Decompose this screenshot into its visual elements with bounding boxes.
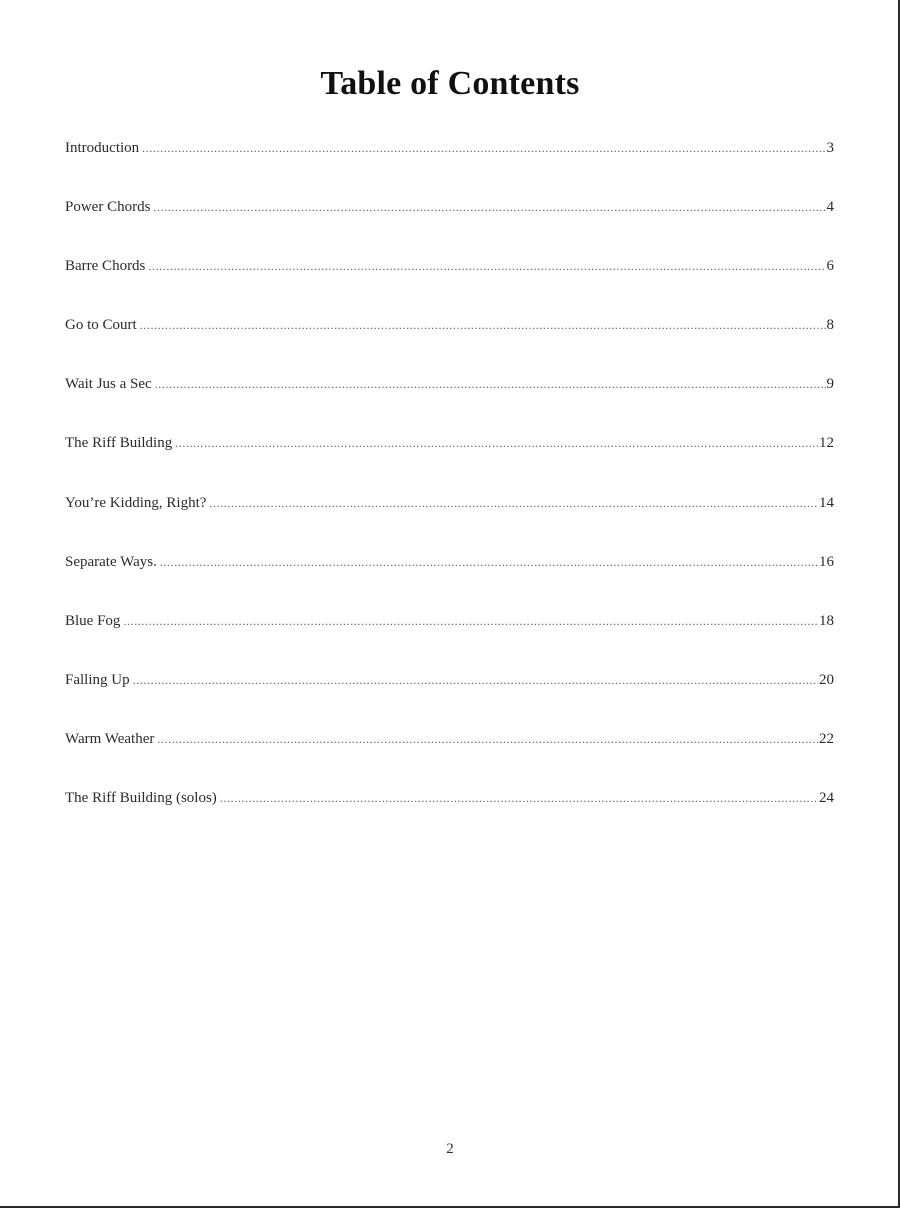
toc-entry[interactable]	[65, 435, 834, 494]
dot-leader	[157, 732, 818, 747]
toc-entry-title: Barre Chords	[65, 258, 146, 275]
toc-entry-page: 24	[819, 790, 834, 807]
toc-entry-title: Go to Court	[65, 317, 137, 334]
dot-leader	[148, 259, 825, 274]
dot-leader	[153, 200, 825, 215]
toc-entry-page: 14	[819, 494, 834, 511]
toc-entry[interactable]	[65, 554, 834, 613]
dot-leader	[140, 318, 826, 333]
toc-entry[interactable]	[65, 317, 834, 376]
toc-entry-title: Power Chords	[65, 199, 151, 216]
toc-entry[interactable]	[65, 376, 834, 435]
toc-entry-title: You’re Kidding, Right?	[65, 494, 207, 511]
toc-entry-title: Separate Ways.	[65, 553, 157, 570]
toc-entry-page: 20	[819, 671, 834, 688]
toc-entry[interactable]	[65, 672, 834, 731]
toc-entry-title: Blue Fog	[65, 612, 121, 629]
toc-entry-page: 9	[826, 376, 834, 393]
toc-entry-page: 12	[819, 435, 834, 452]
toc-entry-page: 22	[819, 730, 834, 747]
toc-entry[interactable]	[65, 495, 834, 554]
page-title: Table of Contents	[320, 64, 580, 102]
toc-entry-title: The Riff Building	[65, 435, 173, 452]
dot-leader	[209, 496, 818, 511]
toc-entry-page: 16	[819, 553, 834, 570]
toc-entry-title: Wait Jus a Sec	[65, 376, 152, 393]
toc-entry[interactable]	[65, 613, 834, 672]
toc-entry-page: 8	[826, 317, 834, 334]
dot-leader	[133, 673, 818, 688]
toc-entry-title: The Riff Building (solos)	[65, 790, 217, 807]
toc-entry-title: Warm Weather	[65, 730, 155, 747]
toc-entry[interactable]	[65, 199, 834, 258]
dot-leader	[220, 791, 818, 806]
toc-entry-page: 4	[826, 199, 834, 216]
toc-entry[interactable]	[65, 140, 834, 199]
dot-leader	[160, 555, 818, 570]
toc-entry[interactable]	[65, 258, 834, 317]
toc-entry-page: 18	[819, 612, 834, 629]
dot-leader	[175, 436, 818, 451]
table-of-contents	[65, 140, 834, 849]
toc-entry-page: 6	[826, 258, 834, 275]
toc-entry[interactable]	[65, 790, 834, 849]
toc-entry-title: Falling Up	[65, 671, 130, 688]
dot-leader	[142, 141, 825, 156]
toc-entry-title: Introduction	[65, 140, 140, 156]
dot-leader	[123, 614, 818, 629]
dot-leader	[155, 377, 826, 392]
page-number: 2	[446, 1141, 454, 1157]
toc-entry[interactable]	[65, 731, 834, 790]
toc-entry-page: 3	[826, 140, 834, 156]
